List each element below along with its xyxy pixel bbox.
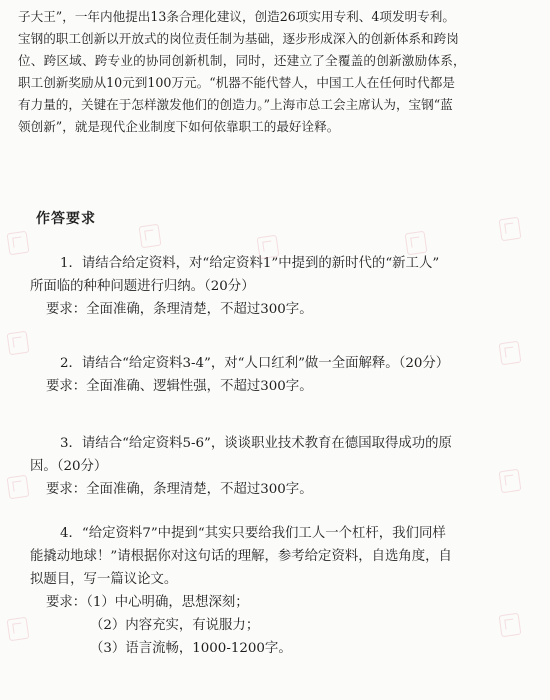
question-3 bbox=[30, 432, 538, 501]
watermark-mark bbox=[7, 231, 30, 256]
material-passage bbox=[18, 6, 538, 138]
question-line: 拟题目，写一篇议论文。 bbox=[30, 572, 178, 587]
watermark-mark bbox=[499, 341, 522, 366]
question-2 bbox=[30, 352, 538, 398]
passage-line: 子大王”，一年内他提出13条合理化建议，创造26项实用专利、4项发明专利。 bbox=[18, 9, 455, 24]
watermark-mark bbox=[139, 224, 162, 249]
question-line: 2．请结合“给定资料3-4”，对“人口红利”做一全面解释。（20分） bbox=[60, 356, 450, 371]
question-requirement: 要求：（1）中心明确，思想深刻； bbox=[46, 595, 249, 610]
question-line: 3．请结合“给定资料5-6”，谈谈职业技术教育在德国取得成功的原 bbox=[60, 436, 452, 451]
watermark-mark bbox=[257, 235, 280, 260]
passage-line: 有力量的，关键在于怎样激发他们的创造力。”上海市总工会主席认为，宝钢“蓝 bbox=[18, 97, 453, 112]
section-heading: 作答要求 bbox=[36, 211, 96, 227]
watermark-mark bbox=[405, 231, 428, 256]
passage-line: 职工创新奖励从10元到100万元。“机器不能代替人，中国工人在任何时代都是 bbox=[18, 75, 455, 90]
question-requirement: 要求：全面准确、逻辑性强，不超过300字。 bbox=[46, 379, 313, 394]
passage-line: 领创新”，就是现代企业制度下如何依靠职工的最好诠释。 bbox=[18, 119, 340, 134]
watermark-mark bbox=[499, 469, 522, 494]
passage-line: 宝钢的职工创新以开放式的岗位责任制为基础，逐步形成深入的创新体系和跨岗 bbox=[18, 31, 459, 46]
passage-line: 位、跨区域、跨专业的协同创新机制，同时，还建立了全覆盖的创新激励体系， bbox=[18, 53, 466, 68]
question-sub-item: （3）语言流畅，1000-1200字。 bbox=[90, 641, 292, 656]
question-requirement: 要求：全面准确，条理清楚，不超过300字。 bbox=[46, 302, 313, 317]
question-line: 能撬动地球！”请根据你对这句话的理解，参考给定资料，自选角度，自 bbox=[30, 549, 452, 564]
watermark-mark bbox=[7, 617, 30, 642]
question-sub-item: （2）内容充实，有说服力； bbox=[90, 618, 260, 633]
question-requirement: 要求：全面准确，条理清楚，不超过300字。 bbox=[46, 482, 313, 497]
question-line: 1．请结合给定资料，对“给定资料1”中提到的新时代的“新工人” bbox=[60, 256, 440, 271]
watermark-mark bbox=[7, 475, 30, 500]
question-1 bbox=[30, 252, 538, 321]
watermark-mark bbox=[7, 331, 30, 356]
question-line: 所面临的种种问题进行归纳。（20分） bbox=[30, 279, 255, 294]
question-line: 4．“给定资料7”中提到“其实只要给我们工人一个杠杆，我们同样 bbox=[60, 526, 446, 541]
question-4 bbox=[30, 522, 538, 660]
watermark-mark bbox=[499, 217, 522, 242]
watermark-mark bbox=[499, 613, 522, 638]
question-line: 因。（20分） bbox=[30, 459, 108, 474]
